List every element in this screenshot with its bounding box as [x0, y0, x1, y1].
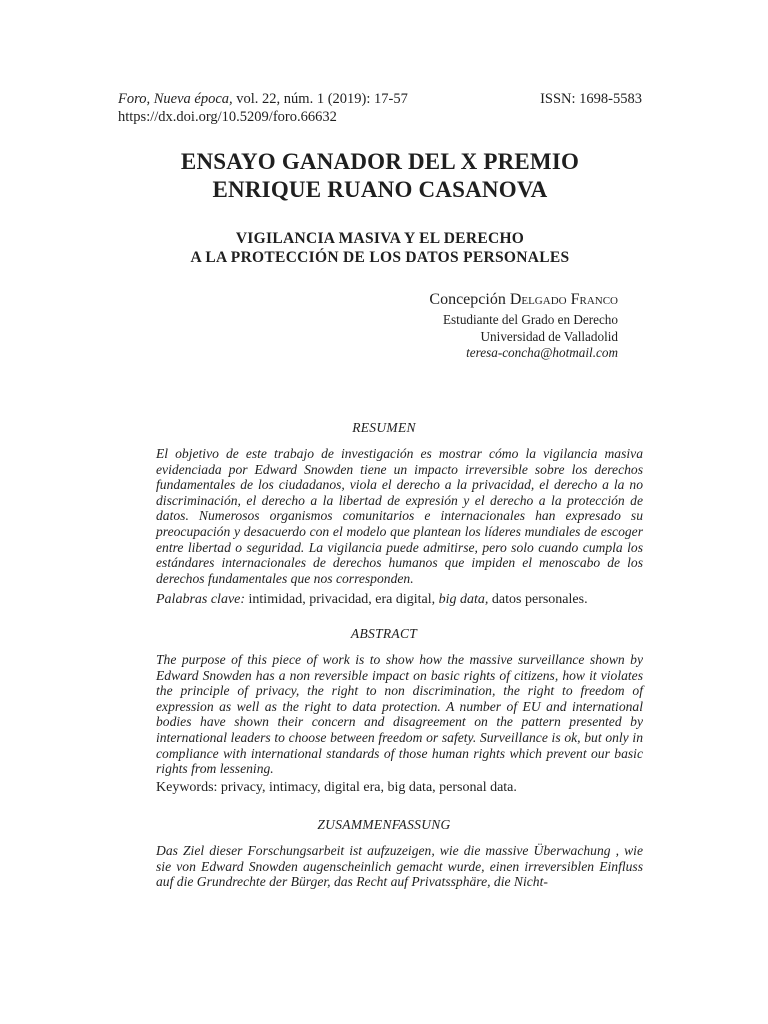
paper-title — [80, 148, 680, 204]
resumen-heading: RESUMEN — [352, 420, 416, 435]
citation-line — [118, 90, 408, 108]
author-surname: Delgado Franco — [509, 291, 618, 308]
author-name — [429, 290, 618, 310]
title-line-2: ENRIQUE RUANO CASANOVA — [212, 177, 548, 202]
journal-name: Foro, Nueva época, — [118, 91, 233, 107]
abstract-heading: ABSTRACT — [350, 626, 418, 641]
volume-info: vol. 22, núm. 1 (2019): 17-57 — [232, 91, 408, 107]
doi-link[interactable]: https://dx.doi.org/10.5209/foro.66632 — [118, 109, 337, 125]
keywords-part-b: big data, — [438, 592, 489, 607]
abstract-keywords: Keywords: privacy, intimacy, digital era, big data, personal data. — [156, 780, 517, 795]
resumen-text: El objetivo de este trabajo de investigación es mostrar cómo la vigilancia masiva evidenciada por Edward Snowden tiene un impacto irreversible sobre los derechos fundamentales de los ciudadanos, viola el derecho a la privacidad, el derecho a la no discriminación, el derecho a la libertad de expresión y el derecho a la protección de datos. Numerosos organismos comunitarios e internacionales han expresado su preocupación y desacuerdo con el modelo que plantean los líderes mundiales de escoger entre libertad o seguridad. La vigilancia puede admitirse, pero solo cuando cumpla los estándares internacionales de derechos humanos que impiden el menoscabo de los derechos fundamentales que nos corresponden. — [156, 446, 643, 586]
resumen-keywords — [156, 591, 643, 608]
zusammenfassung-text: Das Ziel dieser Forschungsarbeit ist aufzuzeigen, wie die massive Überwachung , wie sie von Edward Snowden augenscheinlich gemacht wurde, einen irreversiblen Einfluss auf die Grundrechte der Bürger, das Recht auf Privatssphäre, die Nicht- — [156, 843, 643, 890]
title-line-1: ENSAYO GANADOR DEL X PREMIO — [180, 149, 580, 174]
keywords-part-c: datos personales. — [488, 592, 588, 607]
author-affiliation-1: Estudiante del Grado en Derecho — [442, 312, 618, 327]
subtitle-line-2: A LA PROTECCIÓN DE LOS DATOS PERSONALES — [190, 249, 570, 266]
author-affiliation-2: Universidad de Valladolid — [480, 328, 618, 344]
author-email[interactable]: teresa-concha@hotmail.com — [466, 345, 618, 360]
paper-subtitle — [80, 229, 680, 267]
journal-header — [118, 90, 642, 126]
author-block — [429, 290, 618, 362]
zusammenfassung-heading: ZUSAMMENFASSUNG — [317, 817, 451, 832]
author-given-name: Concepción — [429, 291, 510, 308]
issn: ISSN: 1698-5583 — [540, 91, 642, 107]
keywords-part-a: intimidad, privacidad, era digital, — [245, 592, 439, 607]
subtitle-line-1: VIGILANCIA MASIVA Y EL DERECHO — [235, 230, 525, 247]
keywords-label: Palabras clave: — [156, 592, 246, 607]
abstract-text: The purpose of this piece of work is to show how the massive surveillance shown by Edward Snowden has a non reversible impact on basic rights of citizens, how it violates the principle of privacy, the right to non discrimination, the right to freedom of expression as well as the right to data protection. A number of EU and international bodies have shown their concern and disagreement on the pattern presented by international leaders to choose between freedom or safety. Surveillance is ok, but only in compliance with international standards of those human rights which prevent our basic rights from lessening. — [156, 652, 643, 777]
